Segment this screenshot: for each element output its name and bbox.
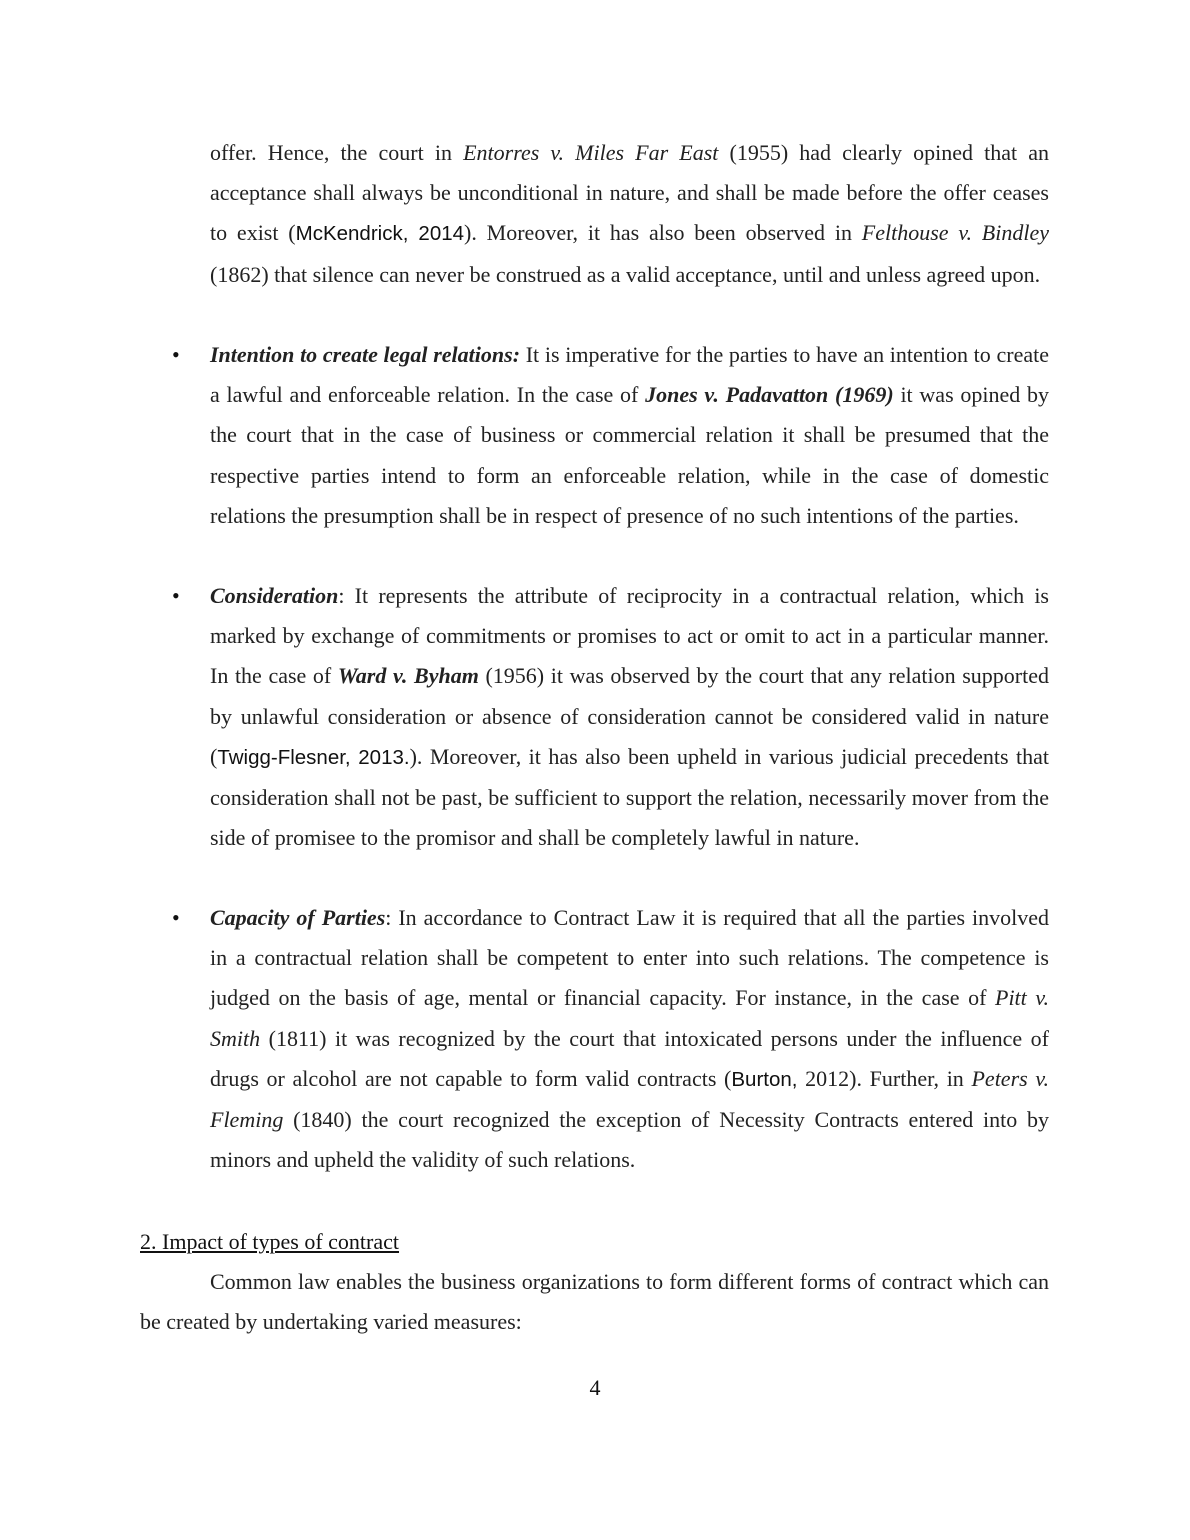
case-name-felthouse: Felthouse v. Bindley [861, 220, 1049, 246]
text-span: (1862) that silence can never be construed as a valid acceptance, until and unless agreed upon. [210, 261, 1041, 287]
term-capacity: Capacity of Parties [210, 905, 386, 930]
case-name-pitt: Pitt v. Smith [210, 985, 1049, 1051]
text-span: offer. Hence, the court in [210, 140, 464, 165]
bullet-item-capacity [210, 898, 1049, 1180]
term-consideration: Consideration [210, 583, 339, 608]
case-name-ward: Ward v. Byham [337, 663, 479, 689]
case-name-jones: Jones v. Padavatton (1969) [645, 382, 894, 408]
page-number: 4 [589, 1375, 601, 1400]
section-heading: 2. Impact of types of contract [140, 1229, 400, 1254]
case-name-entorres: Entorres v. Miles Far East [463, 140, 719, 165]
text-span: : In accordance to Contract Law it is required that all the parties involved in a contractual relation shall be competent to enter into such relations. The competence is judged on the basis of age, mental or financial capacity. For instance, in the case of [210, 905, 1049, 1011]
citation-twigg-flesner: Twigg-Flesner, 2013. [217, 745, 410, 769]
text-span: (1955) had clearly opined that an acceptance shall always be unconditional in nature, and shall be made before the offer ceases to exist ( [210, 140, 1049, 246]
section-intro-paragraph: Common law enables the business organizations to form different forms of contract which can be created by undertaking varied measures: [140, 1269, 1049, 1335]
bullet-item-intention [210, 335, 1049, 536]
bullet-glyph: • [172, 342, 180, 367]
text-span: (1840) the court recognized the exception of Necessity Contracts entered into by minors and upheld the validity of such relations. [210, 1107, 1049, 1173]
citation-mckendrick: McKendrick, 2014 [295, 222, 465, 246]
term-intention: Intention to create legal relations: [210, 342, 521, 367]
text-span: 2012). Further, in [797, 1065, 972, 1091]
text-span: it was opined by the court that in the case of business or commercial relation it shall be presumed that the respective parties intend to form an enforceable relation, while in the case of domestic relations the presumption shall be in respect of presence of no such intentions of the parties. [210, 382, 1050, 528]
case-name-peters: Peters v. Fleming [210, 1065, 1049, 1133]
text-span: : It represents the attribute of reciprocity in a contractual relation, which is marked by exchange of commitments or promises to act or omit to act in a particular manner. In the case of [210, 583, 1049, 689]
bullet-glyph: • [172, 905, 180, 930]
text-span: ). Moreover, it has also been upheld in various judicial precedents that consideration shall not be past, be sufficient to support the relation, necessarily mover from the side of promisee to the promisor and shall be completely lawful in nature. [210, 743, 1049, 851]
citation-burton: Burton, [731, 1067, 798, 1091]
text-span: ). Moreover, it has also been observed in [464, 220, 862, 246]
text-span: (1811) it was recognized by the court that intoxicated persons under the influence of drugs or alcohol are not capable to form valid contracts ( [210, 1025, 1049, 1091]
offer-acceptance-paragraph [210, 133, 1049, 295]
bullet-item-consideration [210, 576, 1049, 858]
text-span: It is imperative for the parties to have an intention to create a lawful and enforceable relation. In the case of [210, 342, 1049, 408]
bullet-glyph: • [172, 583, 180, 608]
text-span: (1956) it was observed by the court that any relation supported by unlawful consideration or absence of consideration cannot be considered valid in nature ( [210, 663, 1049, 769]
